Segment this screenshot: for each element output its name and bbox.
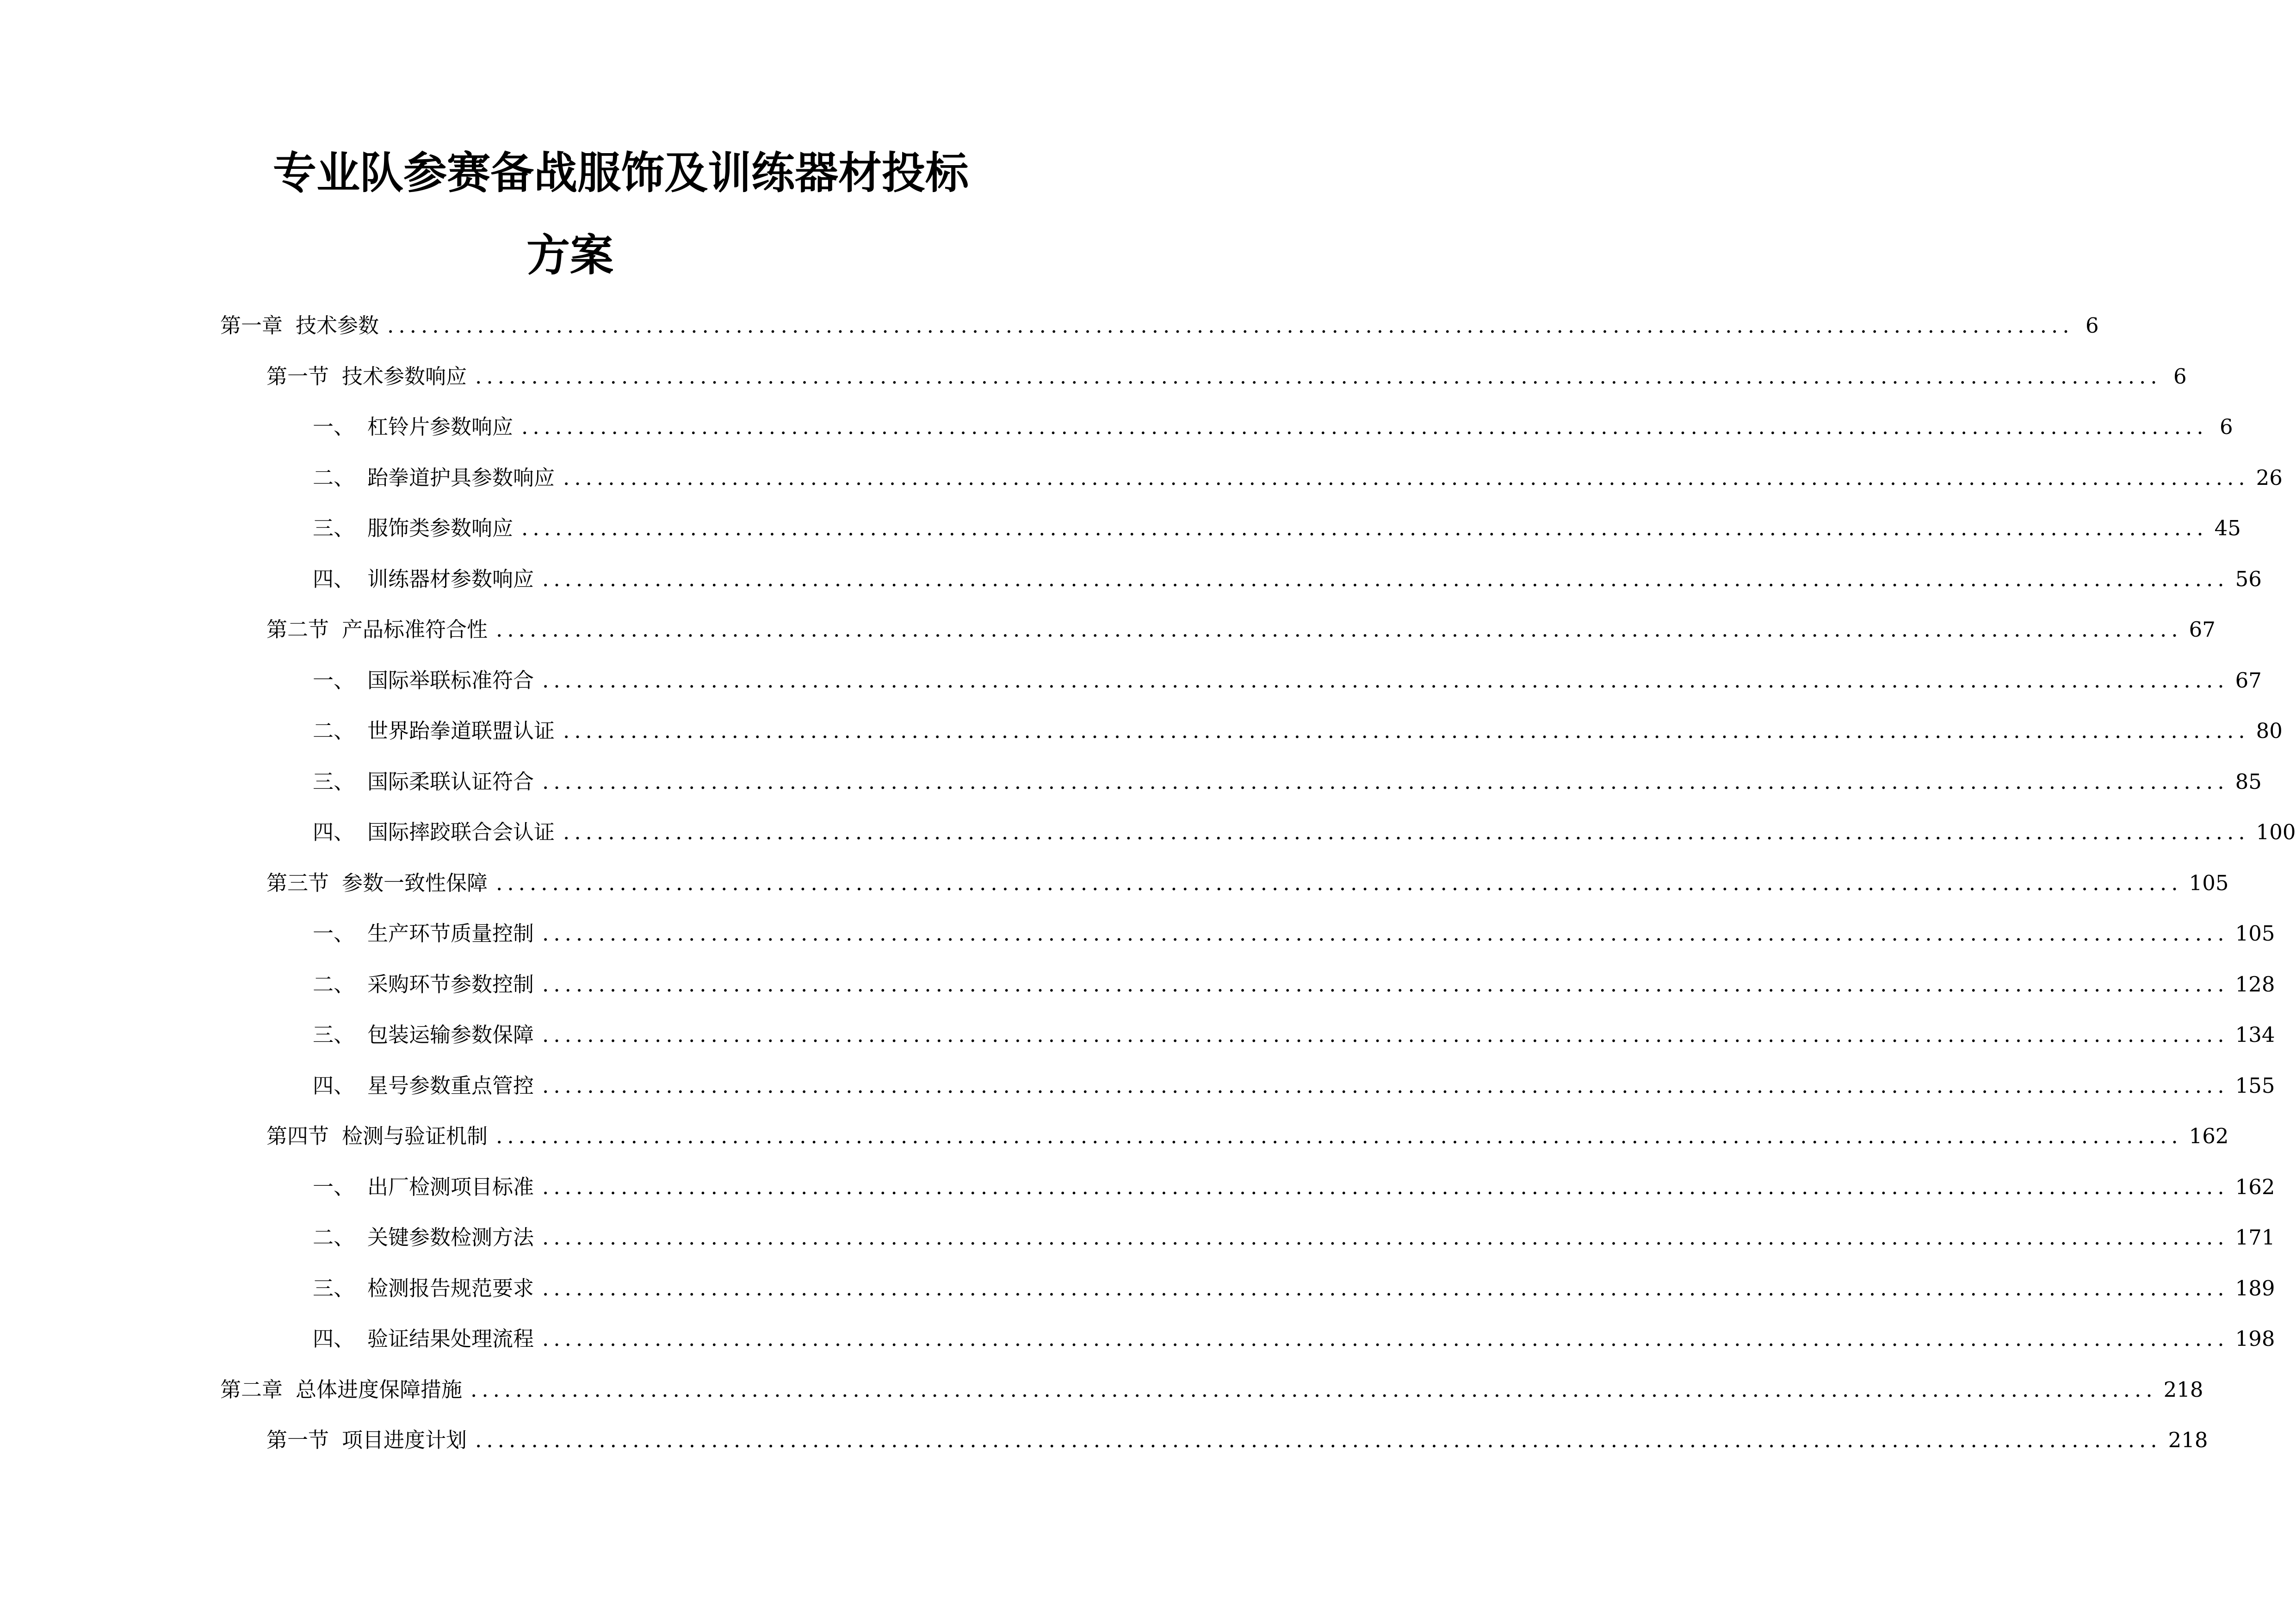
toc-page-number: 67	[2189, 617, 2216, 642]
toc-entry-title: 关键参数检测方法	[367, 1225, 534, 1250]
toc-entry[interactable]	[313, 915, 2275, 952]
toc-entry-label	[313, 1169, 534, 1206]
toc-entry[interactable]	[313, 1169, 2275, 1206]
toc-entry-title: 服饰类参数响应	[367, 516, 514, 540]
toc-entry-title: 国际柔联认证符合	[367, 769, 534, 794]
toc-entry[interactable]	[313, 814, 2296, 851]
toc-entry[interactable]	[220, 307, 2099, 344]
toc-entry-number: 二、	[313, 972, 355, 997]
toc-dot-leader: ......................................................................................................................................................	[542, 668, 2229, 693]
toc-entry-number: 三、	[313, 1276, 355, 1301]
toc-dot-leader: ......................................................................................................................................................	[542, 566, 2229, 591]
toc-entry-number: 一、	[313, 668, 355, 693]
toc-entry-title: 总体进度保障措施	[296, 1377, 463, 1402]
toc-entry-label	[313, 1270, 534, 1307]
toc-entry-title: 项目进度计划	[342, 1428, 467, 1452]
toc-entry-label	[313, 459, 555, 496]
toc-dot-leader: ......................................................................................................................................................	[542, 1326, 2229, 1351]
toc-entry[interactable]	[266, 611, 2216, 648]
toc-dot-leader: ......................................................................................................................................................	[542, 972, 2229, 997]
toc-entry-label	[313, 409, 513, 446]
toc-dot-leader: ......................................................................................................................................................	[542, 1174, 2229, 1199]
toc-dot-leader: ......................................................................................................................................................	[496, 617, 2183, 642]
toc-entry-title: 产品标准符合性	[342, 617, 488, 642]
toc-dot-leader: ......................................................................................................................................................	[475, 1428, 2162, 1452]
toc-page-number: 218	[2168, 1428, 2208, 1452]
toc-entry-title: 杠铃片参数响应	[367, 415, 514, 439]
toc-entry[interactable]	[313, 409, 2233, 446]
toc-entry[interactable]	[313, 1320, 2275, 1357]
toc-entry-number: 四、	[313, 566, 355, 591]
toc-page-number: 6	[2086, 313, 2099, 338]
toc-entry-label	[266, 865, 488, 902]
toc-entry-title: 跆拳道护具参数响应	[367, 465, 555, 490]
toc-page-number: 67	[2235, 668, 2262, 693]
toc-dot-leader: ......................................................................................................................................................	[521, 516, 2208, 540]
toc-entry-label	[313, 662, 534, 699]
toc-entry-title: 检测报告规范要求	[367, 1276, 534, 1301]
toc-entry-label	[266, 1422, 467, 1459]
document-title-line-2: 方案	[526, 230, 614, 281]
toc-entry[interactable]	[266, 865, 2229, 902]
toc-page-number: 218	[2163, 1377, 2203, 1402]
toc-page-number: 100	[2256, 820, 2296, 844]
toc-entry-number: 第二节	[266, 617, 329, 642]
toc-entry-number: 二、	[313, 719, 355, 743]
toc-entry-label	[220, 1371, 462, 1408]
toc-entry[interactable]	[266, 358, 2187, 395]
toc-entry-title: 世界跆拳道联盟认证	[367, 719, 555, 743]
toc-entry-title: 采购环节参数控制	[367, 972, 534, 997]
toc-entry[interactable]	[313, 1270, 2275, 1307]
toc-dot-leader: ......................................................................................................................................................	[542, 1225, 2229, 1250]
toc-entry[interactable]	[266, 1118, 2229, 1155]
toc-page-number: 162	[2189, 1124, 2229, 1148]
toc-entry-number: 三、	[313, 769, 355, 794]
toc-entry-title: 星号参数重点管控	[367, 1073, 534, 1098]
toc-page-number: 162	[2235, 1174, 2275, 1199]
toc-dot-leader: ......................................................................................................................................................	[496, 1124, 2183, 1148]
toc-entry-title: 检测与验证机制	[342, 1124, 488, 1148]
toc-entry-label	[313, 1219, 534, 1256]
toc-entry-number: 一、	[313, 921, 355, 946]
toc-entry-label	[313, 1067, 534, 1104]
toc-entry-title: 包装运输参数保障	[367, 1022, 534, 1047]
toc-entry-label	[220, 307, 379, 344]
toc-dot-leader: ......................................................................................................................................................	[475, 364, 2162, 389]
toc-page-number: 128	[2235, 972, 2275, 997]
toc-entry[interactable]	[313, 561, 2262, 598]
toc-entry-number: 第一章	[220, 313, 283, 338]
toc-entry[interactable]	[266, 1422, 2208, 1459]
toc-entry-number: 四、	[313, 1073, 355, 1098]
toc-page-number: 171	[2235, 1225, 2275, 1250]
toc-page-number: 45	[2214, 516, 2241, 540]
toc-entry-label	[313, 712, 555, 750]
toc-entry-label	[313, 915, 534, 952]
toc-entry-label	[266, 611, 488, 648]
document-title-line-1: 专业队参赛备战服饰及训练器材投标	[273, 148, 969, 198]
toc-entry-number: 一、	[313, 415, 355, 439]
toc-entry-label	[266, 1118, 488, 1155]
toc-dot-leader: ......................................................................................................................................................	[542, 1073, 2229, 1098]
toc-entry-number: 二、	[313, 465, 355, 490]
toc-dot-leader: ......................................................................................................................................................	[542, 769, 2229, 794]
toc-entry-title: 出厂检测项目标准	[367, 1174, 534, 1199]
toc-dot-leader: ......................................................................................................................................................	[496, 870, 2183, 895]
toc-page-number: 80	[2256, 719, 2283, 743]
toc-entry-label	[313, 814, 555, 851]
toc-page-number: 26	[2256, 465, 2283, 490]
toc-entry-label	[313, 510, 513, 547]
toc-page-number: 105	[2235, 921, 2275, 946]
toc-entry-title: 训练器材参数响应	[367, 566, 534, 591]
toc-entry-number: 二、	[313, 1225, 355, 1250]
toc-dot-leader: ......................................................................................................................................................	[542, 1276, 2229, 1301]
toc-entry-label	[266, 358, 467, 395]
toc-entry[interactable]	[220, 1371, 2203, 1408]
toc-page-number: 56	[2235, 566, 2262, 591]
toc-dot-leader: ......................................................................................................................................................	[542, 1022, 2229, 1047]
toc-page-number: 189	[2235, 1276, 2275, 1301]
toc-entry[interactable]	[313, 712, 2283, 750]
toc-entry-label	[313, 1016, 534, 1053]
toc-dot-leader: ......................................................................................................................................................	[563, 465, 2250, 490]
toc-dot-leader: ......................................................................................................................................................	[387, 313, 2074, 338]
toc-page-number: 134	[2235, 1022, 2275, 1047]
toc-entry-title: 验证结果处理流程	[367, 1326, 534, 1351]
toc-page-number: 85	[2235, 769, 2262, 794]
toc-entry-label	[313, 561, 534, 598]
toc-entry-number: 第二章	[220, 1377, 283, 1402]
toc-entry[interactable]	[313, 763, 2262, 800]
toc-entry-number: 第三节	[266, 870, 329, 895]
toc-entry[interactable]	[313, 662, 2262, 699]
toc-entry-title: 技术参数响应	[342, 364, 467, 389]
toc-page-number: 155	[2235, 1073, 2275, 1098]
toc-page-number: 6	[2173, 364, 2187, 389]
toc-entry-title: 国际摔跤联合会认证	[367, 820, 555, 844]
toc-entry-number: 第一节	[266, 1428, 329, 1452]
toc-entry[interactable]	[313, 459, 2283, 496]
toc-page-number: 105	[2189, 870, 2229, 895]
toc-entry-label	[313, 1320, 534, 1357]
toc-entry-number: 第一节	[266, 364, 329, 389]
toc-entry[interactable]	[313, 1016, 2275, 1053]
toc-dot-leader: ......................................................................................................................................................	[521, 415, 2208, 439]
toc-entry-number: 一、	[313, 1174, 355, 1199]
toc-dot-leader: ......................................................................................................................................................	[542, 921, 2229, 946]
toc-page-number: 6	[2220, 415, 2233, 439]
toc-entry-number: 三、	[313, 1022, 355, 1047]
toc-dot-leader: ......................................................................................................................................................	[563, 719, 2250, 743]
toc-entry-number: 四、	[313, 1326, 355, 1351]
toc-entry[interactable]	[313, 1067, 2275, 1104]
toc-entry[interactable]	[313, 1219, 2275, 1256]
toc-entry-title: 技术参数	[296, 313, 379, 338]
toc-entry[interactable]	[313, 966, 2275, 1003]
toc-entry-label	[313, 763, 534, 800]
toc-entry-number: 三、	[313, 516, 355, 540]
toc-entry-number: 四、	[313, 820, 355, 844]
toc-entry-label	[313, 966, 534, 1003]
toc-entry[interactable]	[313, 510, 2241, 547]
toc-page-number: 198	[2235, 1326, 2275, 1351]
toc-entry-number: 第四节	[266, 1124, 329, 1148]
toc-dot-leader: ......................................................................................................................................................	[470, 1377, 2157, 1402]
toc-entry-title: 生产环节质量控制	[367, 921, 534, 946]
toc-entry-title: 国际举联标准符合	[367, 668, 534, 693]
toc-dot-leader: ......................................................................................................................................................	[563, 820, 2250, 844]
toc-entry-title: 参数一致性保障	[342, 870, 488, 895]
